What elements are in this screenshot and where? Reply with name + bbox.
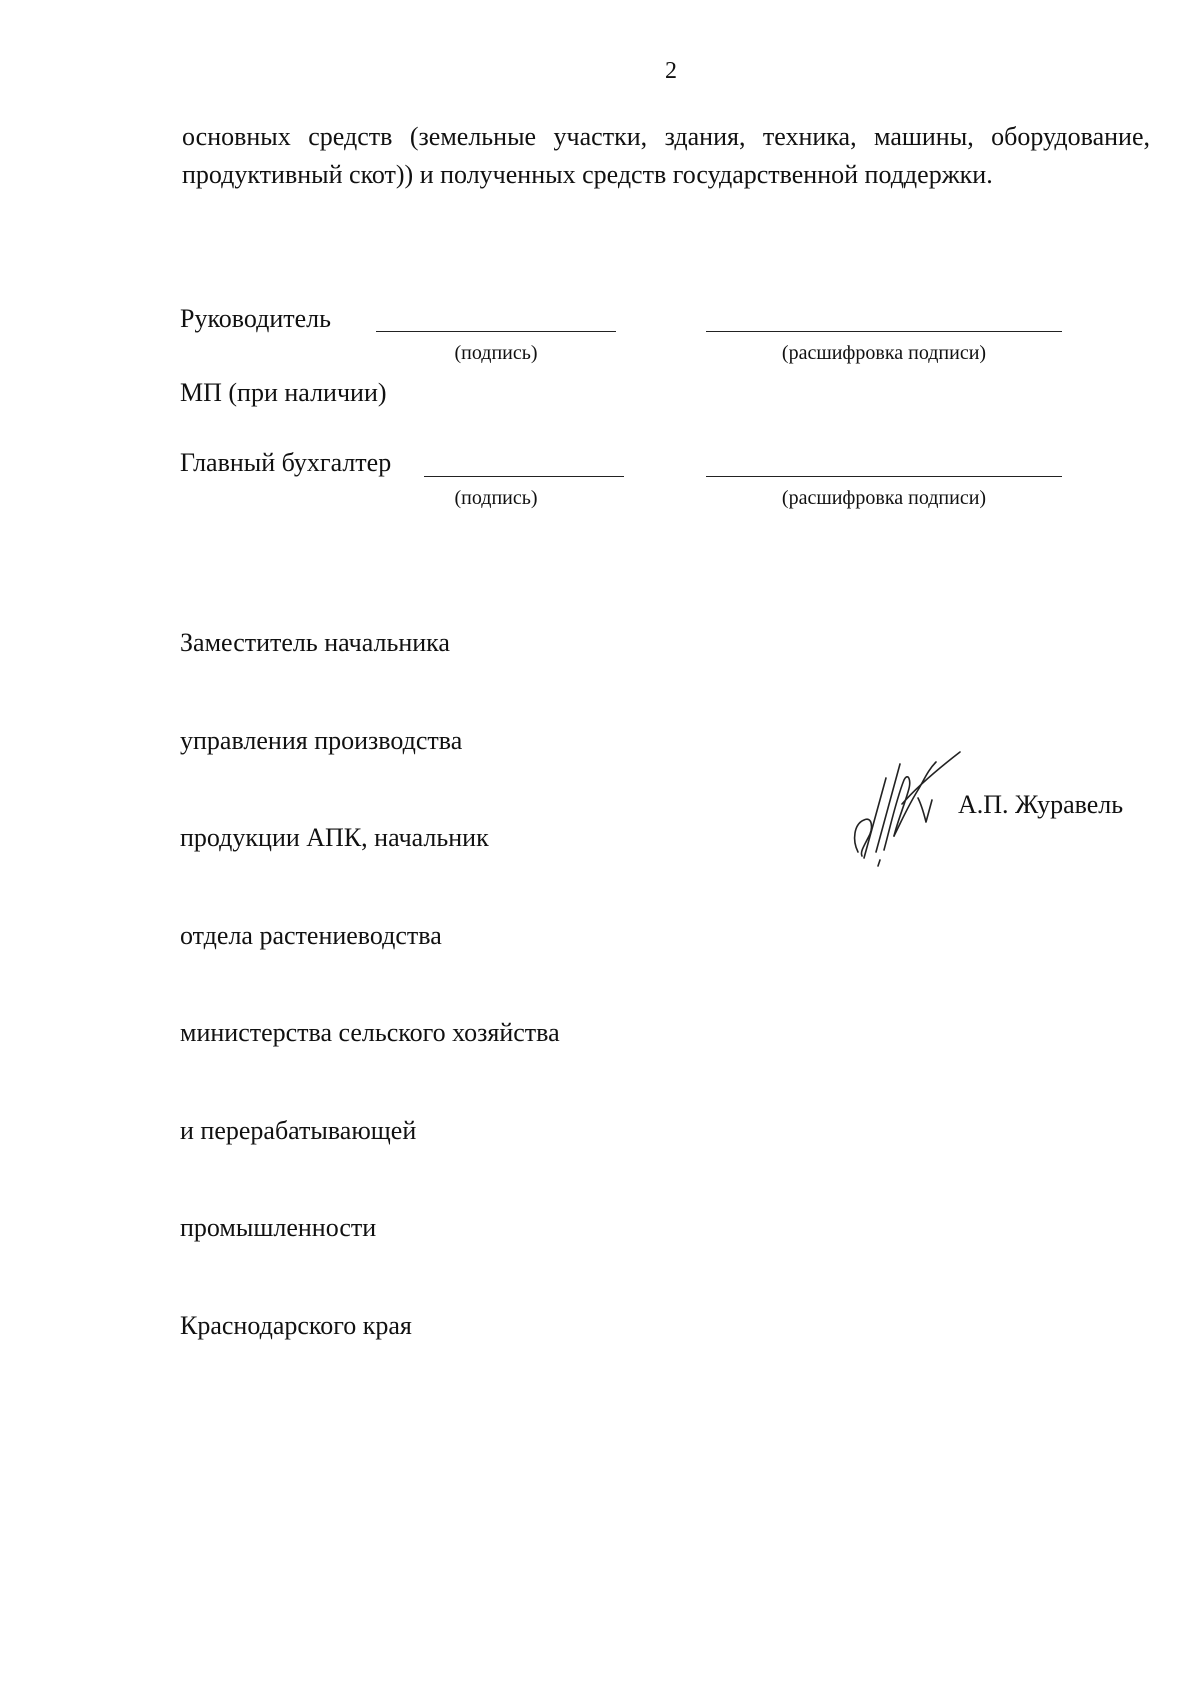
signer-position-line: управления производства — [180, 725, 463, 755]
signer-position-line: Краснодарского края — [180, 1310, 412, 1340]
page-number: 2 — [665, 58, 677, 84]
signer-position-line: и перерабатывающей — [180, 1115, 417, 1145]
head-decoding-caption: (расшифровка подписи) — [781, 342, 987, 364]
head-signature-caption: (подпись) — [454, 342, 538, 364]
head-label: Руководитель — [180, 304, 331, 333]
body-paragraph: основных средств (земельные участки, здания, техника, машины, оборудование, продуктивный скот)) и полученных средств государственной поддержки. — [182, 122, 1150, 189]
accountant-signature-caption: (подпись) — [454, 487, 538, 509]
accountant-label: Главный бухгалтер — [180, 448, 392, 477]
signer-position-line: промышленности — [180, 1213, 377, 1242]
signer-position-line: продукции АПК, начальник — [180, 823, 489, 852]
signer-position-line: отдела растениеводства — [180, 920, 442, 950]
accountant-signature-line — [424, 476, 624, 477]
accountant-decoding-caption: (расшифровка подписи) — [781, 487, 987, 509]
signer-position — [180, 562, 560, 1375]
signer-position-line: министерства сельского хозяйства — [180, 1018, 560, 1047]
accountant-decoding-line — [706, 476, 1062, 477]
signer-name: А.П. Журавель — [958, 790, 1124, 819]
signer-position-line: Заместитель начальника — [180, 628, 450, 657]
stamp-note: МП (при наличии) — [180, 378, 387, 407]
head-signature-line — [376, 331, 616, 332]
head-decoding-line — [706, 331, 1062, 332]
